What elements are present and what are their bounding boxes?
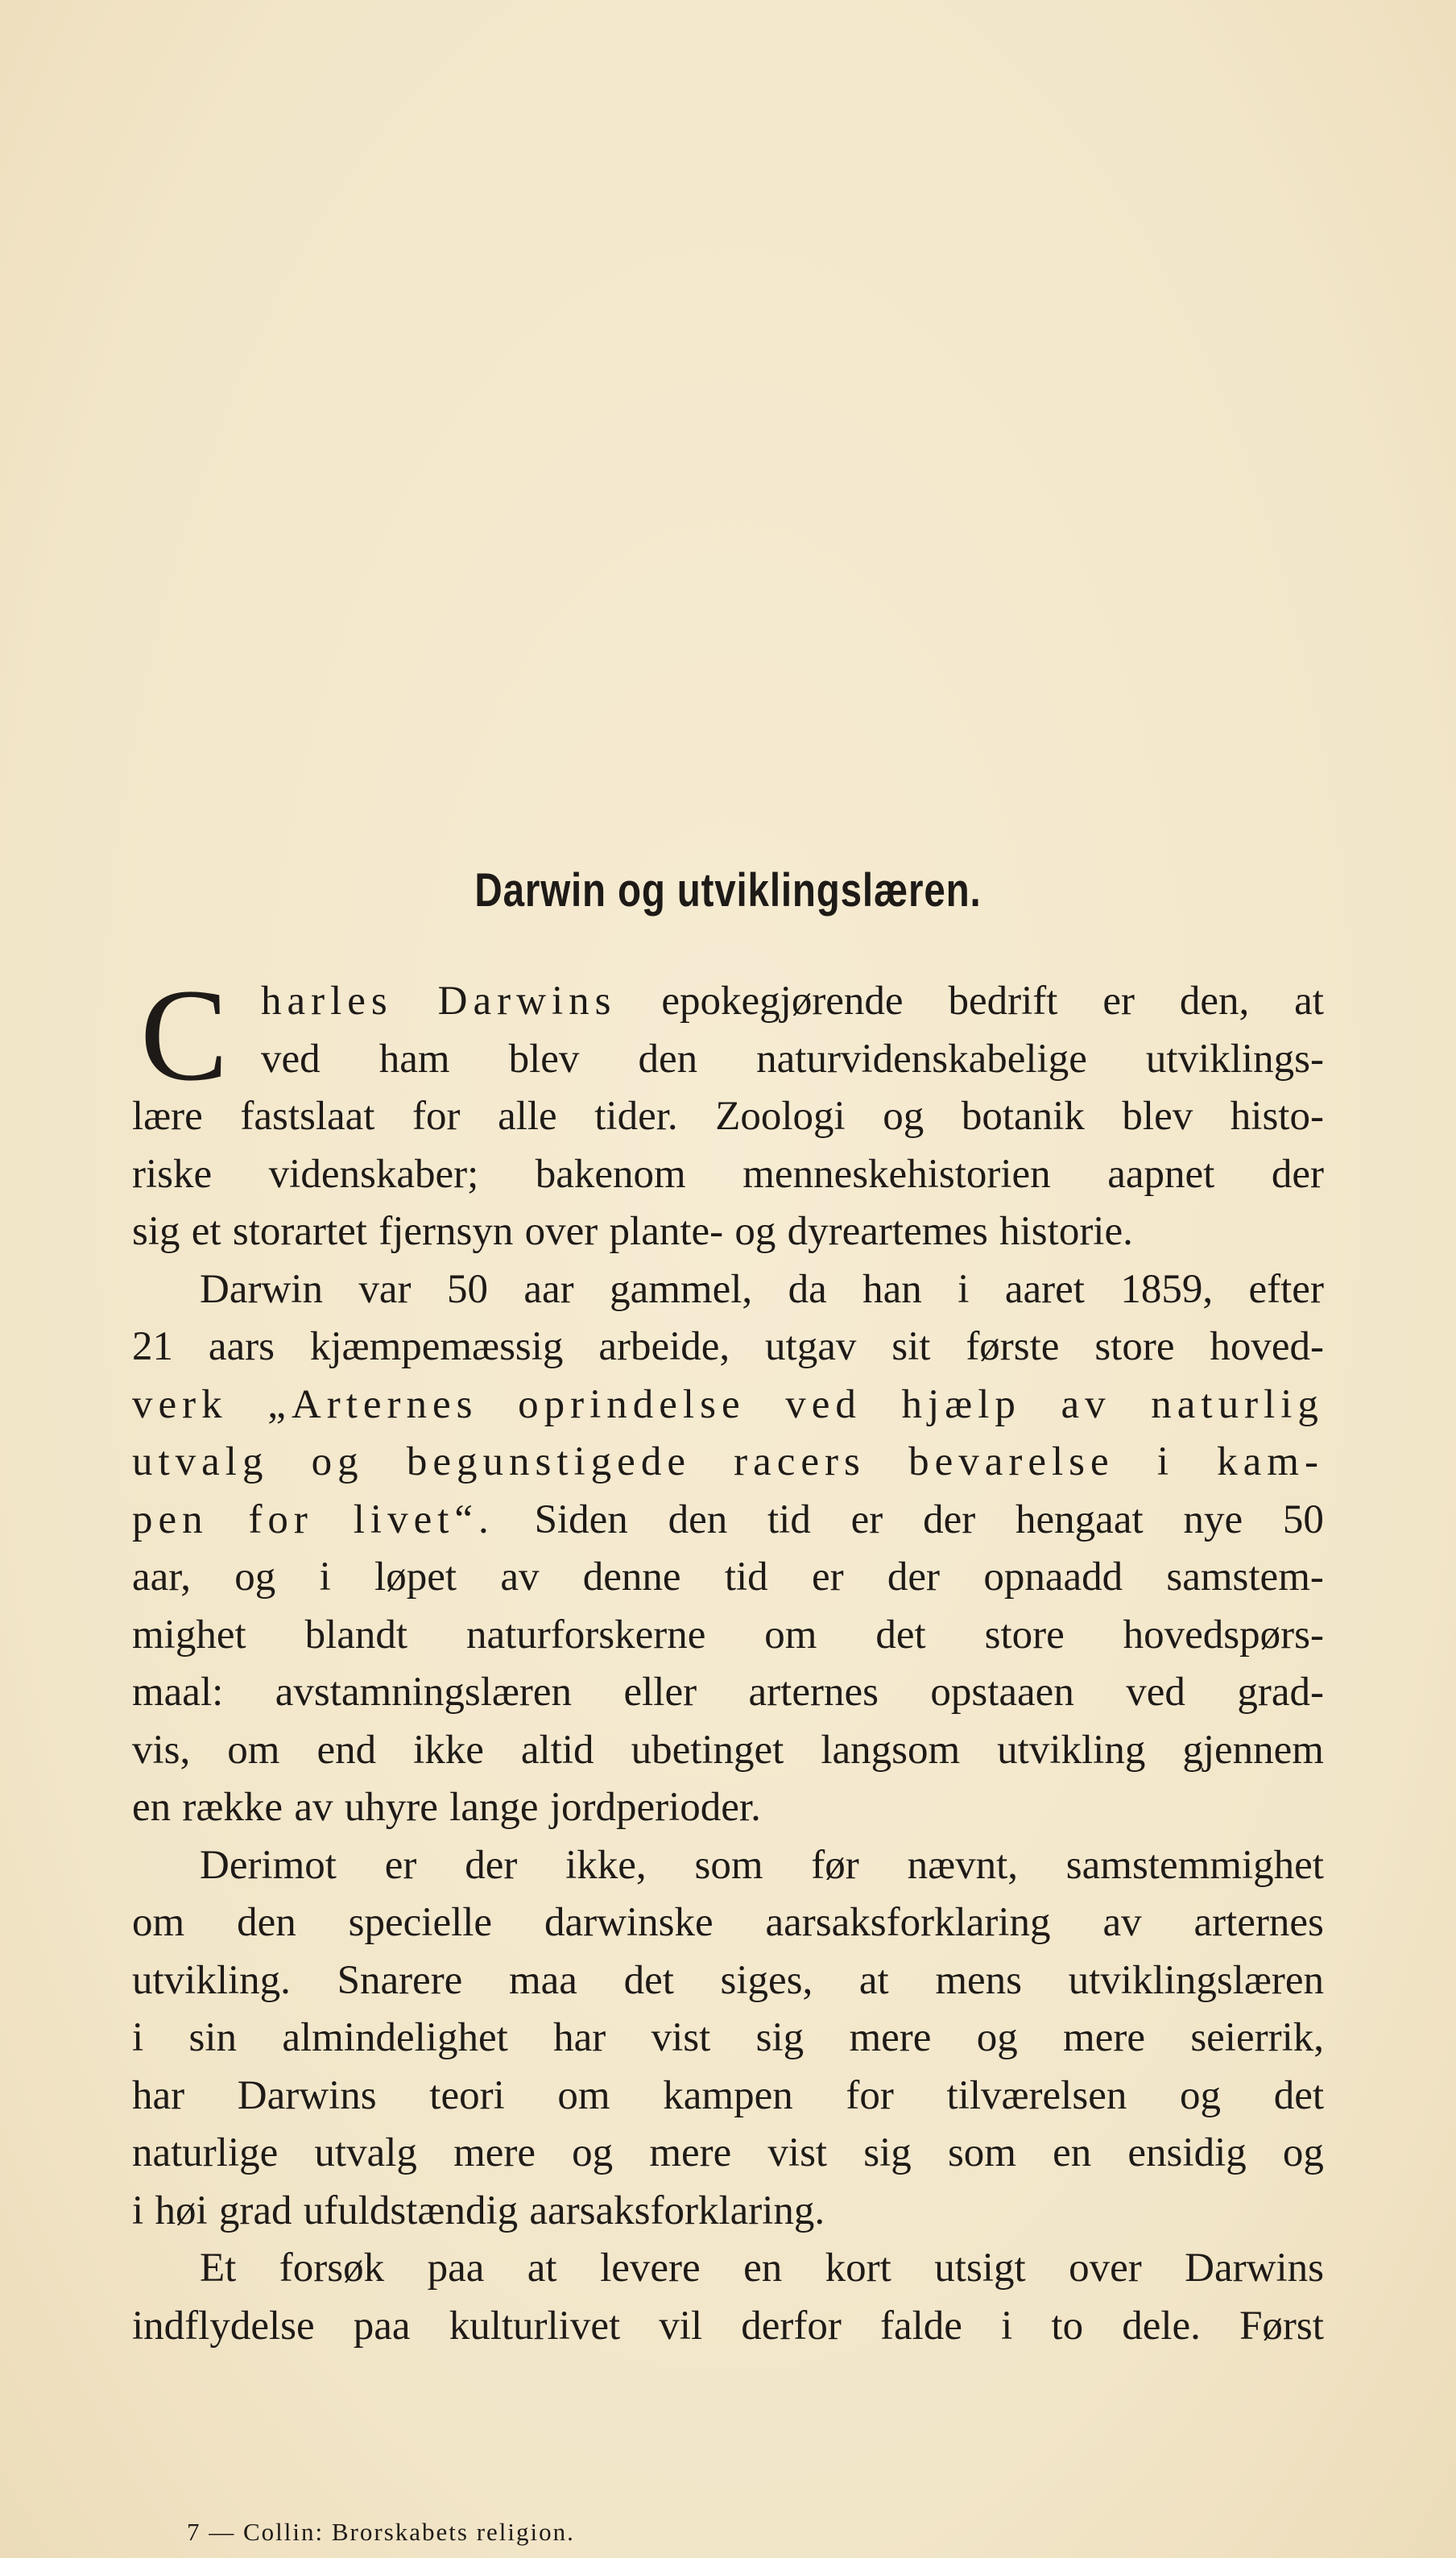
text-lines <box>132 973 1324 2355</box>
text-line: mighet blandt naturforskerne om det store hovedspørs- <box>132 1612 1324 1658</box>
body-text <box>132 962 1324 2355</box>
text-line: harles Darwins epokegjørende bedrift er den, at <box>261 979 1324 1024</box>
text-line: utvalg og begunstigede racers bevarelse i kam- <box>132 1439 1324 1484</box>
text-line: Et forsøk paa at levere en kort utsigt over Darwins <box>200 2245 1324 2291</box>
text-line: verk „Arternes oprindelse ved hjælp av naturlig <box>132 1381 1324 1427</box>
text-line: riske videnskaber; bakenom menneskehistorien aapnet der <box>132 1151 1324 1197</box>
page-footer: 7 — Collin: Brorskabets religion. <box>187 2518 575 2546</box>
text-line: Darwin var 50 aar gammel, da han i aaret 1859, efter <box>200 1266 1324 1312</box>
text-line: har Darwins teori om kampen for tilværelsen og det <box>132 2072 1324 2118</box>
text-line: utvikling. Snarere maa det siges, at mens utviklingslæren <box>132 1957 1324 2003</box>
text-line: ved ham blev den naturvidenskabelige utviklings- <box>261 1036 1324 1082</box>
text-line: aar, og i løpet av denne tid er der opnaadd samstem- <box>132 1554 1324 1600</box>
drop-cap: C <box>140 962 229 1108</box>
text-line: en række av uhyre lange jordperioder. <box>132 1785 761 1830</box>
text-line: om den specielle darwinske aarsaksforklaring av arternes <box>132 1900 1324 1945</box>
text-line: i sin almindelighet har vist sig mere og mere seierrik, <box>132 2015 1324 2060</box>
text-line: naturlige utvalg mere og mere vist sig som en ensidig og <box>132 2130 1324 2175</box>
text-line: i høi grad ufuldstændig aarsaksforklaring. <box>132 2188 825 2233</box>
text-line: indflydelse paa kulturlivet vil derfor falde i to dele. Først <box>132 2303 1324 2349</box>
text-line: maal: avstamningslæren eller arternes opstaaen ved grad- <box>132 1670 1324 1715</box>
text-line: lære fastslaat for alle tider. Zoologi og botanik blev histo- <box>132 1094 1324 1139</box>
chapter-title: Darwin og utviklingslæren. <box>474 864 982 917</box>
text-line: vis, om end ikke altid ubetinget langsom utvikling gjennem <box>132 1727 1324 1773</box>
text-line: sig et storartet fjernsyn over plante- og dyreartemes historie. <box>132 1209 1133 1254</box>
text-line: Derimot er der ikke, som før nævnt, samstemmighet <box>200 1842 1324 1888</box>
text-line: 21 aars kjæmpemæssig arbeide, utgav sit første store hoved- <box>132 1324 1324 1369</box>
text-line: pen for livet“. Siden den tid er der hengaat nye 50 <box>132 1496 1324 1542</box>
